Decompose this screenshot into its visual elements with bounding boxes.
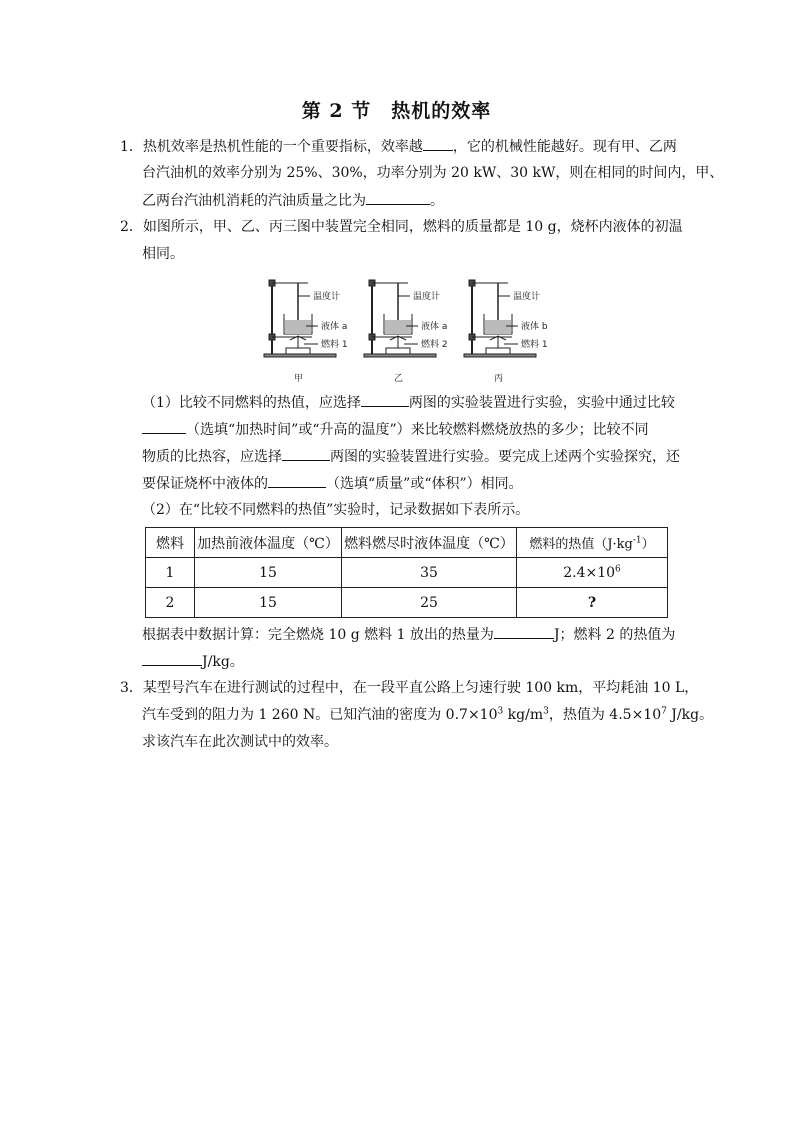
answer-blank-8[interactable] [142,651,202,666]
table-cell: 25 [342,588,517,618]
q2-p1-text-c: （选填“加热时间”或“升高的温度”）来比较燃料燃烧放热的多少；比较不同 [186,422,649,438]
table-cell: 35 [342,558,517,588]
table-header-cell: 燃料燃尽时液体温度（℃） [342,528,517,558]
q1-text-b: ，它的机械性能越好。现有甲、乙两 [452,139,677,155]
fuel-label-2: 燃料 2 [421,340,448,350]
q3-sup-1: 3 [497,706,504,717]
table-cell: 2 [146,588,195,618]
q1-text-a: 1．热机效率是热机性能的一个重要指标，效率越 [120,139,423,155]
q2-part1-line-1 [142,392,675,413]
q1-text-d: 。 [430,193,444,209]
thermometer-label-1: 温度计 [313,292,341,302]
table-header-cell: 燃料 [146,528,195,558]
q3-sup-2: 3 [543,706,549,717]
caption-1: 甲 [294,374,304,384]
q2-calc-text-a: 根据表中数据计算：完全燃烧 10 g 燃料 1 放出的热量为 [142,627,494,643]
table-cell: 15 [195,588,342,618]
answer-blank-1[interactable] [423,136,453,151]
q1-line-3 [142,190,444,211]
answer-blank-7[interactable] [494,624,554,639]
q1-text-c: 乙两台汽油机消耗的汽油质量之比为 [142,193,366,209]
heat-value-header: 燃料的热值（J·kg [529,537,633,552]
data-table [145,527,668,618]
q2-p1-text-d: 物质的比热容，应选择 [142,449,282,465]
fuel-label-3: 燃料 1 [521,340,548,350]
table-row [146,558,668,588]
q3-text-b: kg/m [503,707,544,723]
table-row [146,588,668,618]
table-cell: ? [517,588,668,618]
q3-text-c: ，热值为 4.5×10 [548,707,662,723]
q2-part1-line-3 [142,446,680,467]
apparatus-svg [256,266,556,388]
q3-sup-3: 7 [661,706,667,717]
liquid-label-2: 液体 a [421,322,448,332]
q2-calc-text-c: J/kg。 [202,654,244,670]
section-title: 第 2 节 热机的效率 [301,100,492,122]
heat-value-exp: 6 [615,563,621,574]
table-cell: 1 [146,558,195,588]
q2-line-2: 相同。 [142,246,184,262]
liquid-label-1: 液体 a [321,322,348,332]
q2-part2-intro: （2）在“比较不同燃料的热值”实验时，记录数据如下表所示。 [142,502,530,518]
caption-2: 乙 [394,374,404,384]
table-header-cell: 加热前液体温度（℃） [195,528,342,558]
answer-blank-5[interactable] [282,446,330,461]
apparatus-figure [256,266,556,388]
q3-text-d: J/kg。 [666,707,714,723]
q2-calc-line-2 [142,651,244,672]
heat-value-header-sup: -1 [632,535,642,546]
answer-blank-2[interactable] [366,190,430,205]
q3-line-3: 求该汽车在此次测试中的效率。 [142,734,338,750]
q2-line-1: 2．如图所示，甲、乙、丙三图中装置完全相同，燃料的质量都是 10 g，烧杯内液体的初温 [120,219,683,235]
answer-blank-6[interactable] [268,473,326,488]
q2-p1-text-b: 两图的实验装置进行实验，实验中通过比较 [408,395,675,411]
q2-p1-text-e: 两图的实验装置进行实验。要完成上述两个实验探究，还 [330,449,680,465]
q2-p1-text-a: （1）比较不同燃料的热值，应选择 [142,395,361,411]
q3-text-a: 汽车受到的阻力为 1 260 N。已知汽油的密度为 0.7×10 [142,707,498,723]
q2-part1-line-4 [142,473,523,494]
q2-calc-line-1 [142,624,675,645]
heat-value-header-close: ） [641,537,655,552]
q3-line-2 [142,705,713,725]
table-cell [517,558,668,588]
heat-value-base: 2.4×10 [563,564,616,581]
caption-3: 丙 [494,374,504,384]
liquid-label-3: 液体 b [521,322,548,332]
fuel-label-1: 燃料 1 [321,340,348,350]
thermometer-label-3: 温度计 [513,292,541,302]
q1-line-2: 台汽油机的效率分别为 25%、30%，功率分别为 20 kW、30 kW，则在相同的时间内，甲、 [142,165,724,181]
q3-line-1: 3．某型号汽车在进行测试的过程中，在一段平直公路上匀速行驶 100 km，平均耗油 10 L， [120,680,699,696]
q1-line-1 [120,136,677,157]
q2-p1-text-g: （选填“质量”或“体积”）相同。 [326,476,523,492]
q2-calc-text-b: J；燃料 2 的热值为 [553,627,676,643]
answer-blank-4[interactable] [142,419,186,434]
table-header-cell [517,528,668,558]
q2-p1-text-f: 要保证烧杯中液体的 [142,476,268,492]
table-cell: 15 [195,558,342,588]
thermometer-label-2: 温度计 [413,292,441,302]
q2-part1-line-2 [142,419,649,440]
answer-blank-3[interactable] [361,392,409,407]
table-header-row [146,528,668,558]
